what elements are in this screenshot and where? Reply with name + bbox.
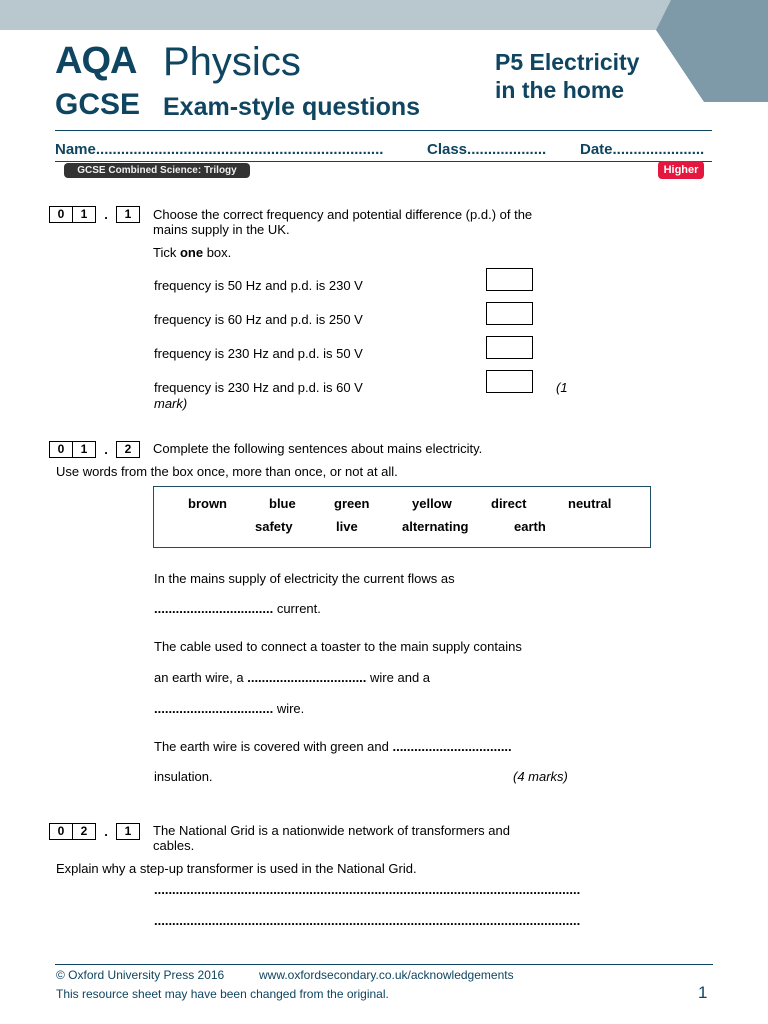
qnum-digit: 1 [73, 206, 96, 223]
qnum-part: 2 [116, 441, 140, 458]
answer-line[interactable]: ...................................................................................................................... [154, 882, 581, 897]
brand-aqa: AQA [55, 40, 137, 82]
topic-line-2: in the home [495, 77, 625, 103]
footer-copyright: © Oxford University Press 2016 [56, 968, 225, 982]
word-item: yellow [412, 496, 452, 511]
word-item: alternating [402, 519, 469, 534]
corner-decoration [656, 0, 768, 102]
qnum-digit: 0 [49, 206, 73, 223]
marks-label-4: (4 marks) [513, 769, 568, 784]
marks-label-cont: mark) [154, 396, 188, 411]
sentence-3-end: wire and a [366, 670, 431, 685]
sentence-4 [154, 701, 304, 716]
tick-prefix: Tick [153, 245, 180, 260]
top-band [0, 0, 768, 30]
answer-line[interactable]: ...................................................................................................................... [154, 913, 581, 928]
marks-label: (1 [556, 380, 568, 395]
qnum-digit: 0 [49, 441, 73, 458]
qnum-separator: . [104, 442, 108, 457]
course-tag: GCSE Combined Science: Trilogy [64, 163, 250, 178]
answer-blank[interactable]: ................................. [154, 701, 274, 716]
name-field[interactable]: Name..................................................................... [55, 141, 384, 158]
sentence-6: insulation. [154, 769, 213, 784]
question-number-01-1 [49, 206, 140, 223]
word-item: direct [491, 496, 527, 511]
q2-1-text-line-2: cables. [153, 838, 195, 853]
brand-physics: Physics [163, 40, 301, 84]
tick-box-1[interactable] [486, 268, 533, 291]
sentence-5-start: The earth wire is covered with green and [154, 739, 393, 754]
word-item: neutral [568, 496, 612, 511]
tick-suffix: box. [203, 245, 232, 260]
sentence-1: In the mains supply of electricity the current flows as [154, 571, 455, 586]
sentence-3 [154, 670, 430, 685]
word-item: safety [255, 519, 293, 534]
tick-box-4[interactable] [486, 370, 533, 393]
sentence-2: The cable used to connect a toaster to the main supply contains [154, 639, 522, 654]
question-number-02-1 [49, 823, 140, 840]
word-item: green [334, 496, 370, 511]
footer-divider [55, 964, 713, 965]
topic-line-1: P5 Electricity [495, 49, 640, 75]
tier-badge: Higher [658, 161, 704, 179]
qnum-separator: . [104, 824, 108, 839]
sentence-5 [154, 739, 512, 754]
word-item: brown [188, 496, 227, 511]
answer-blank[interactable]: ................................. [247, 670, 367, 685]
question-number-01-2 [49, 441, 140, 458]
option-label: frequency is 50 Hz and p.d. is 230 V [154, 278, 363, 293]
footer-note: This resource sheet may have been changed from the original. [56, 987, 389, 1001]
header-divider-top [55, 130, 712, 131]
sentence-4-end: wire. [273, 701, 305, 716]
qnum-digit: 1 [73, 441, 96, 458]
sentence-1-blank-line [154, 601, 321, 616]
header-divider-bottom [55, 161, 712, 162]
brand-subtitle: Exam-style questions [163, 93, 421, 121]
tick-box-3[interactable] [486, 336, 533, 359]
option-label: frequency is 230 Hz and p.d. is 50 V [154, 346, 363, 361]
word-item: live [336, 519, 358, 534]
brand-gcse: GCSE [55, 88, 141, 121]
answer-blank[interactable]: ................................. [154, 601, 274, 616]
answer-blank[interactable]: ................................. [392, 739, 512, 754]
word-item: blue [269, 496, 296, 511]
q1-2-instruction: Use words from the box once, more than once, or not at all. [56, 464, 398, 479]
page-number: 1 [698, 983, 708, 1002]
footer-url[interactable]: www.oxfordsecondary.co.uk/acknowledgements [259, 968, 514, 982]
class-field[interactable]: Class................... [427, 141, 547, 158]
word-item: earth [514, 519, 546, 534]
qnum-digit: 0 [49, 823, 73, 840]
qnum-part: 1 [116, 823, 140, 840]
option-label: frequency is 230 Hz and p.d. is 60 V [154, 380, 363, 395]
qnum-digit: 2 [73, 823, 96, 840]
tick-instruction [153, 245, 231, 260]
sentence-3-start: an earth wire, a [154, 670, 248, 685]
q2-1-text-line-1: The National Grid is a nationwide network of transformers and [153, 823, 510, 838]
q1-1-text-line-2: mains supply in the UK. [153, 222, 290, 237]
q1-2-text: Complete the following sentences about mains electricity. [153, 441, 483, 456]
qnum-part: 1 [116, 206, 140, 223]
q2-1-instruction: Explain why a step-up transformer is used in the National Grid. [56, 861, 417, 876]
tick-box-2[interactable] [486, 302, 533, 325]
qnum-separator: . [104, 207, 108, 222]
option-label: frequency is 60 Hz and p.d. is 250 V [154, 312, 363, 327]
word-box [153, 486, 651, 548]
q1-1-text-line-1: Choose the correct frequency and potential difference (p.d.) of the [153, 207, 533, 222]
date-field[interactable]: Date...................... [580, 141, 705, 158]
topic-title [495, 48, 665, 104]
tick-bold: one [179, 245, 204, 260]
sentence-1-end: current. [273, 601, 321, 616]
